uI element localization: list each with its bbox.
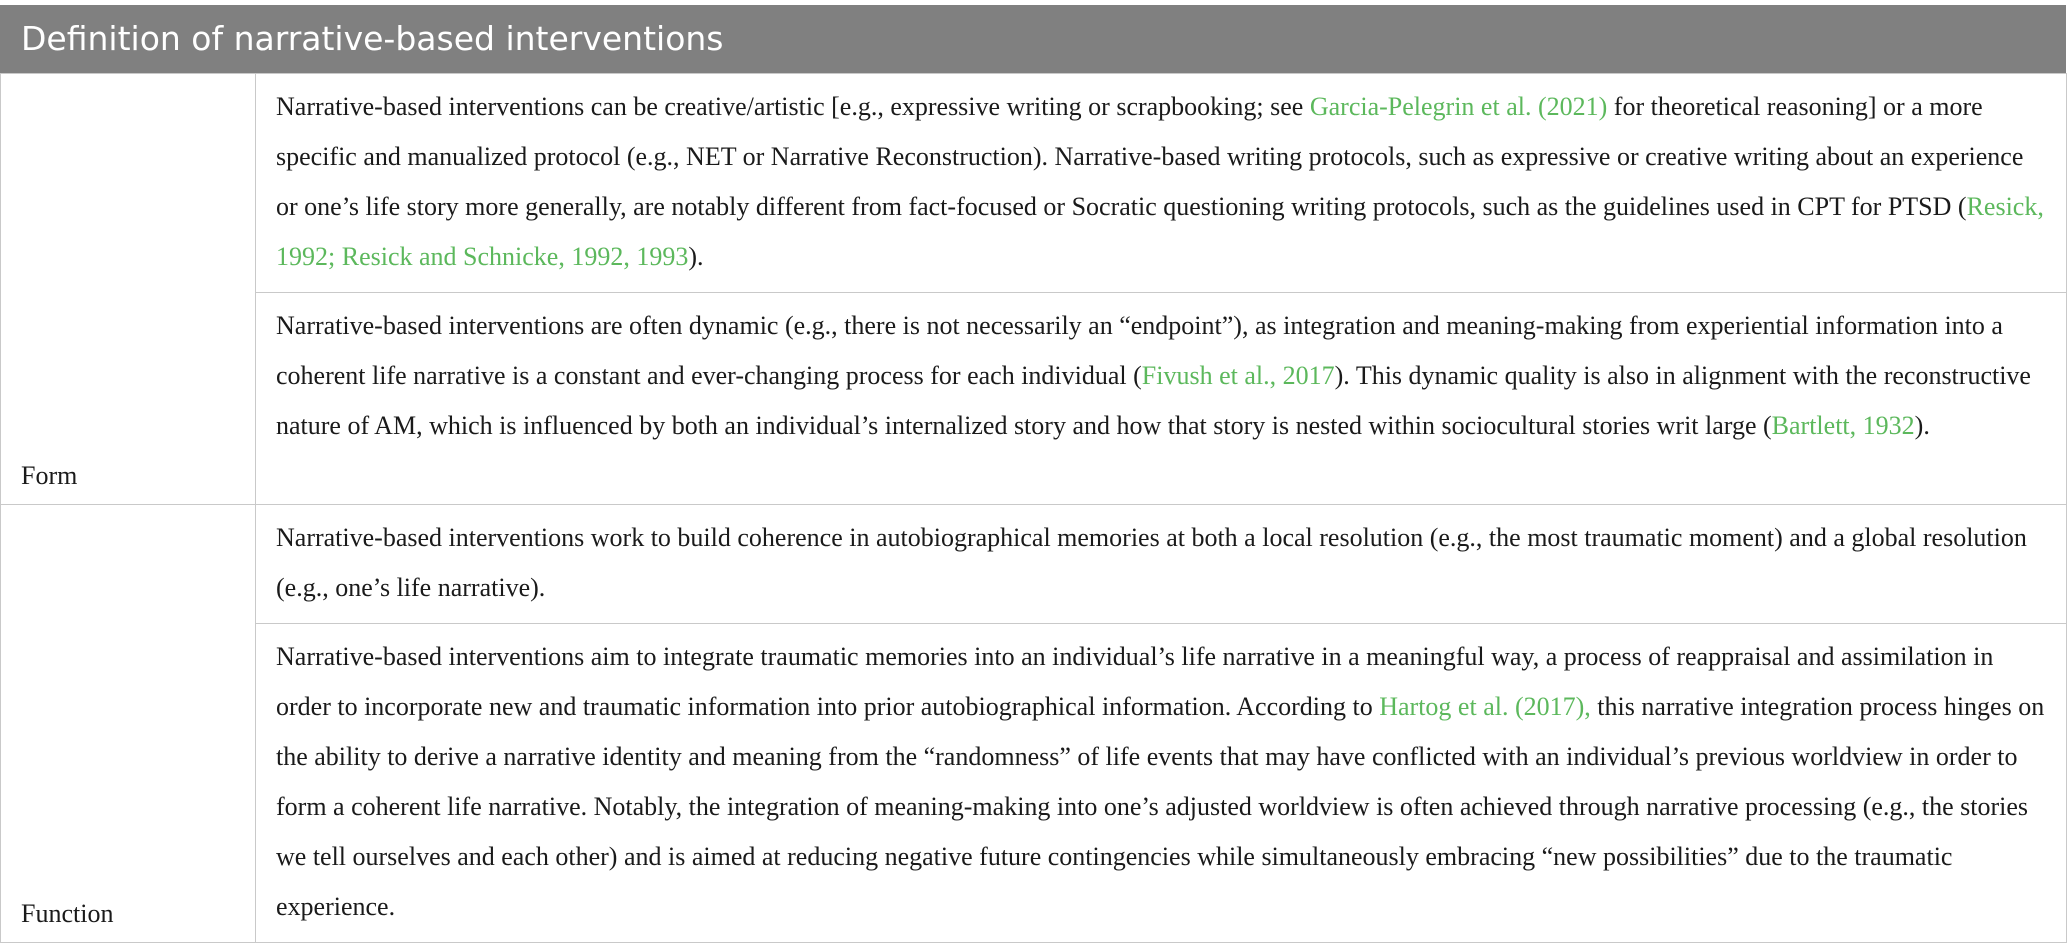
cell-text: Narrative-based interventions aim to integrate traumatic memories into an individual’s life narrative in a meaningful way, a process of reappraisal and assimilation in order to incorporate new and traumatic information into prior autobiographical information. According to — [276, 642, 1994, 721]
table-row — [1, 505, 2067, 624]
definition-table-body — [0, 73, 2067, 943]
cell-text: ). — [688, 242, 704, 271]
row-label-form: Form — [1, 74, 256, 505]
cell-text: this narrative integration process hinges on the ability to derive a narrative identity and meaning from the “randomness” of life events that may have conflicted with an individual’s previous worldview in order to form a coherent life narrative. Notably, the integration of meaning-making into one’s adjusted worldview is often achieved through narrative processing (e.g., the stories we tell ourselves and each other) and is aimed at reducing negative future contingencies while simultaneously embracing “new possibilities” due to the traumatic experience. — [276, 692, 2045, 921]
cell-text: for theoretical reasoning] or a more specific and manualized protocol (e.g., NET or Narrative Reconstruction). Narrative-based writing protocols, such as expressive or creative writing about an experience or one’s life story more generally, are notably different from fact-focused or Socratic questioning writing protocols, such as the guidelines used in CPT for PTSD ( — [276, 92, 2024, 221]
table-cell-form-2 — [256, 293, 2067, 505]
citation-link[interactable]: Bartlett, 1932 — [1771, 411, 1915, 440]
citation-link[interactable]: Garcia-Pelegrin et al. (2021) — [1309, 92, 1608, 121]
table-row — [1, 74, 2067, 293]
cell-text: ). This dynamic quality is also in alignment with the reconstructive nature of AM, which is influenced by both an individual’s internalized story and how that story is nested within sociocultural stories writ large ( — [276, 361, 2031, 440]
citation-link[interactable]: Resick, 1992; Resick and Schnicke, 1992, 1993 — [276, 192, 2044, 271]
citation-link[interactable]: Hartog et al. (2017), — [1379, 692, 1591, 721]
definition-table — [0, 5, 2066, 943]
cell-text: ). — [1914, 411, 1930, 440]
table-title: Definition of narrative-based interventions — [0, 5, 2066, 73]
cell-text: Narrative-based interventions are often dynamic (e.g., there is not necessarily an “endpoint”), as integration and meaning-making from experiential information into a coherent life narrative is a constant and ever-changing process for each individual ( — [276, 311, 2003, 390]
cell-text: Narrative-based interventions can be creative/artistic [e.g., expressive writing or scrapbooking; see — [276, 92, 1310, 121]
row-label-function: Function — [1, 505, 256, 943]
citation-link[interactable]: Fivush et al., 2017 — [1141, 361, 1335, 390]
table-cell-function-1 — [256, 505, 2067, 624]
cell-text: Narrative-based interventions work to build coherence in autobiographical memories at both a local resolution (e.g., the most traumatic moment) and a global resolution (e.g., one’s life narrative). — [276, 523, 2027, 602]
table-row — [1, 624, 2067, 943]
table-cell-function-2 — [256, 624, 2067, 943]
table-row — [1, 293, 2067, 505]
table-cell-form-1 — [256, 74, 2067, 293]
